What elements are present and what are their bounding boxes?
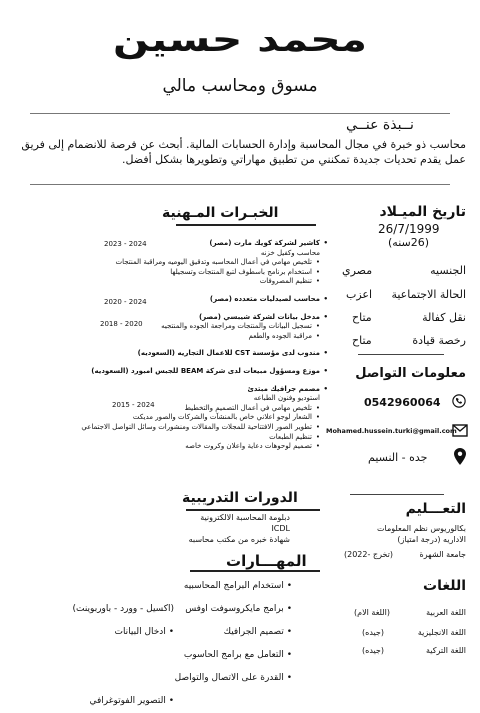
- education-university: جامعة الشهرة: [419, 550, 466, 559]
- job-detail-item: • تصميم لوحوهات دعاية واعلان وكروت خاصه: [60, 442, 320, 452]
- section-rule: [358, 354, 444, 355]
- spacer: [60, 287, 320, 295]
- skills-left-column: [54, 598, 174, 713]
- marital-label: الحالة الاجتماعية: [391, 288, 466, 301]
- courses-list: [150, 512, 290, 545]
- email-address[interactable]: Mohamed.hussein.turki@gmail.com: [326, 427, 457, 435]
- about-text: محاسب ذو خبرة في مجال المحاسبة وإدارة الحسابات المالية. أبحث عن فرصة للانضمام إلى فريق عمل يقدم تحديات جديدة تمكنني من تطبيق مهاراتي وتطويرها بشكل أفضل.: [21, 138, 466, 166]
- job-title-item: • مدخل بيانات لشركة شيبسي (مصر): [60, 313, 320, 323]
- skill-item: • التعامل مع برامج الحاسوب: [175, 644, 292, 667]
- course-item: شهادة خبره من مكتب محاسبه: [188, 535, 290, 544]
- skill-item: • تصميم الجرافيك: [175, 621, 292, 644]
- skill-item: • القدرة على الاتصال والتواصل: [175, 667, 292, 690]
- course-item: دبلومة المحاسبة الالكترونية: [200, 513, 290, 522]
- birth-heading: تاريخ الميـلاد: [379, 204, 466, 220]
- divider: [30, 184, 450, 185]
- job-title-item: • مصمم جرافيك مبتدئ: [60, 385, 320, 395]
- job-title-item: • مندوب لدى مؤسسة CST للاعمال التجاريه (السعوديه): [60, 349, 320, 359]
- language-level: (اللغة الام): [354, 608, 390, 617]
- section-rule: [186, 509, 320, 511]
- age: (26سنه): [388, 236, 430, 249]
- language-name: اللغة التركية: [426, 646, 466, 655]
- language-name: اللغة العربية: [426, 608, 466, 617]
- email-icon: [452, 422, 468, 441]
- birth-date: 26/7/1999: [378, 222, 440, 236]
- person-name: محمد حسين: [112, 20, 368, 60]
- job-detail-item: • الشعار لوجو اعلاني خاص بالمنشآت والشركات والصور مديكت: [60, 413, 320, 423]
- spacer: [60, 305, 320, 313]
- languages-heading: اللغات: [423, 578, 466, 594]
- skill-item: • استخدام البرامج المحاسبيه: [175, 575, 292, 598]
- skill-item: • برامج مايكروسوفت اوفس: [175, 598, 292, 621]
- phone-icon: [452, 393, 466, 412]
- section-rule: [350, 494, 444, 495]
- job-title-item: • محاسب لصيدليات متعدده (مصر): [60, 295, 320, 305]
- job-detail-item: • مراقبة الجوده والطعم: [60, 332, 320, 342]
- marital-value: اعزب: [346, 288, 373, 301]
- section-rule: [176, 224, 316, 226]
- skills-right-column: [175, 575, 292, 690]
- section-rule: [190, 570, 320, 572]
- spacer: [60, 341, 320, 349]
- sponsorship-value: متاح: [352, 311, 372, 324]
- job-detail-item: • تنظيم الطبعات: [60, 433, 320, 443]
- job-detail-item: • تلخيص مهامي في أعمال المحاسبه وتدقيق اليوميه ومراقبة المنتجات: [60, 258, 320, 268]
- skill-item: • التصوير الفوتوغرافي: [54, 690, 174, 713]
- location-pin-icon: [454, 448, 466, 469]
- license-label: رخصة قيادة: [412, 334, 466, 347]
- nationality-label: الجنسيه: [430, 264, 466, 277]
- skill-item: (اكسيل - وورد - باوربوينت): [72, 604, 174, 614]
- job-detail-item: • تلخيص مهامي في أعمال التصميم والتخطيط: [60, 404, 320, 414]
- education-grade: الاداريه (درجة امتياز): [397, 535, 466, 544]
- experience-list: [60, 239, 320, 452]
- job-detail-item: • استخدام برنامج باسطوف لتبع المنتجات وتسجيلها: [60, 268, 320, 278]
- job-detail-item: محاسب وكفيل خزنه: [260, 248, 320, 257]
- contact-heading: معلومات التواصل: [355, 366, 466, 381]
- language-name: اللغة الانجليزية: [417, 628, 466, 637]
- skills-heading: المهـــارات: [226, 552, 307, 570]
- job-detail-item: • تنظيم المصروفات: [60, 277, 320, 287]
- about-heading: نــبذة عنــي: [346, 117, 414, 133]
- job-detail-item: • تطوير الصور الافتتاحية للمجلات والمقالات ومنشورات وسائل التواصل الاجتماعي: [60, 423, 320, 433]
- job-detail-item: استوديو وفنون الطباعه: [253, 394, 320, 403]
- skill-item: • ادخال البيانات: [54, 621, 174, 644]
- job-title: مسوق ومحاسب مالي: [162, 76, 318, 96]
- job-date: 2015 - 2024: [112, 401, 155, 409]
- course-item: ICDL: [271, 524, 290, 533]
- education-heading: التعـــليم: [405, 501, 466, 517]
- education-year: (تخرج -2022): [344, 550, 394, 559]
- spacer: [60, 359, 320, 367]
- license-value: متاح: [352, 334, 372, 347]
- phone-number[interactable]: 0542960064: [364, 396, 441, 409]
- job-title-item: • موزع ومسؤول مبيعات لدى شركة BEAM للجبس امبورد (السعوديه): [60, 367, 320, 377]
- experience-heading: الخبـرات المـهنية: [162, 205, 279, 221]
- divider: [30, 113, 450, 114]
- language-level: (جيده): [362, 646, 384, 655]
- nationality-value: مصري: [342, 264, 373, 277]
- sponsorship-label: نقل كفالة: [422, 311, 466, 324]
- job-detail-item: • تسجيل البيانات والمنتجات ومراجعة الجوده والمنتجيه: [60, 322, 320, 332]
- job-date: 2023 - 2024: [104, 240, 147, 248]
- job-title-item: • كاشير لشركة كويك مارت (مصر): [60, 239, 320, 249]
- spacer: [60, 377, 320, 385]
- job-date: 2020 - 2024: [104, 298, 147, 306]
- location-text: جده - النسيم: [368, 451, 428, 464]
- education-degree: بكالوريوس نظم المعلومات: [376, 524, 466, 533]
- job-date: 2018 - 2020: [100, 320, 143, 328]
- language-level: (جيده): [362, 628, 384, 637]
- courses-heading: الدورات التدريبية: [182, 490, 298, 506]
